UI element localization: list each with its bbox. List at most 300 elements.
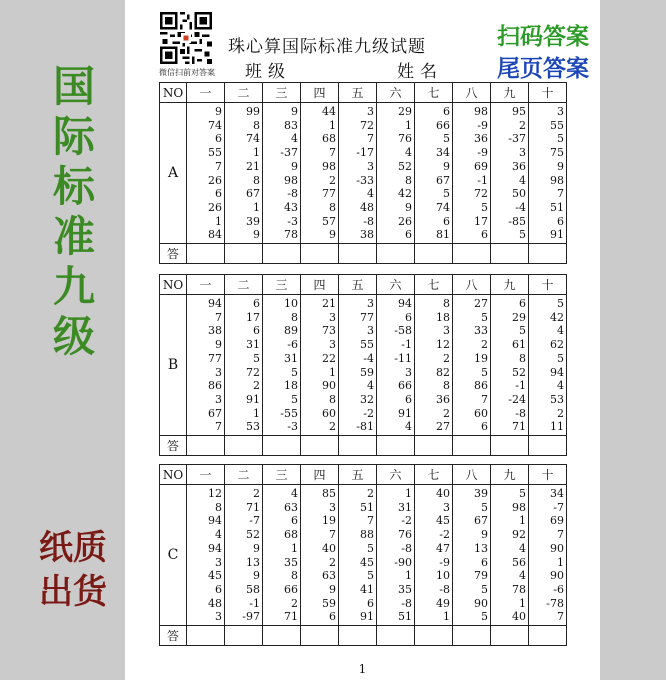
problem-number: 91: [246, 392, 260, 406]
problem-number: 4: [557, 379, 564, 393]
answer-cell[interactable]: [301, 244, 339, 264]
problem-number: 6: [253, 324, 260, 338]
answer-cell[interactable]: [225, 244, 263, 264]
problem-number: -37: [508, 132, 526, 146]
problem-number: 19: [474, 351, 488, 365]
problem-number: 1: [291, 541, 298, 555]
problem-number: 5: [481, 610, 488, 624]
problem-number: 1: [253, 406, 260, 420]
problem-number: 1: [405, 569, 412, 583]
problem-number: 3: [215, 392, 222, 406]
column-header: 二: [225, 83, 263, 103]
problem-number: 17: [246, 310, 260, 324]
problem-number: 31: [398, 500, 412, 514]
problem-number: 52: [398, 159, 412, 173]
problem-number: -8: [363, 214, 374, 228]
problem-number: 71: [512, 420, 526, 434]
problem-column: [339, 485, 377, 626]
problem-number: 18: [284, 379, 298, 393]
problem-table: [159, 274, 567, 456]
problem-number: 72: [360, 118, 374, 132]
problem-number: 3: [215, 555, 222, 569]
problem-number: 94: [550, 365, 564, 379]
problem-column: [263, 295, 301, 436]
answer-cell[interactable]: [529, 626, 567, 646]
problem-number: 66: [284, 582, 298, 596]
problem-number: 98: [550, 173, 564, 187]
problem-number: 21: [246, 159, 260, 173]
problem-number: 29: [398, 105, 412, 118]
problem-number: -11: [394, 351, 412, 365]
problem-number: 5: [367, 569, 374, 583]
answer-cell[interactable]: [187, 436, 225, 456]
problem-number: 79: [474, 569, 488, 583]
problem-number: 7: [215, 420, 222, 434]
problem-number: -6: [287, 338, 298, 352]
problem-number: 5: [557, 297, 564, 310]
problem-number: 7: [367, 514, 374, 528]
problem-number: 9: [291, 159, 298, 173]
section-label: B: [160, 295, 187, 436]
problem-number: -97: [242, 610, 260, 624]
problem-number: 69: [474, 159, 488, 173]
problem-number: 34: [550, 487, 564, 500]
problem-column: [301, 295, 339, 436]
problem-number: 95: [512, 105, 526, 118]
problem-number: 68: [322, 132, 336, 146]
column-header: 二: [225, 465, 263, 485]
column-header: 五: [339, 83, 377, 103]
problem-number: 5: [291, 365, 298, 379]
problem-number: -9: [477, 146, 488, 160]
answer-cell[interactable]: [339, 626, 377, 646]
problem-number: 8: [291, 310, 298, 324]
problem-number: 7: [557, 528, 564, 542]
problem-number: 4: [519, 173, 526, 187]
answer-cell[interactable]: [491, 436, 529, 456]
problem-number: 6: [405, 228, 412, 242]
problem-number: 3: [367, 324, 374, 338]
column-header: 十: [529, 83, 567, 103]
problem-number: 85: [322, 487, 336, 500]
problem-column: [187, 485, 225, 626]
problem-number: 77: [360, 310, 374, 324]
problem-number: -2: [363, 406, 374, 420]
problem-number: 36: [512, 159, 526, 173]
problem-number: -9: [477, 118, 488, 132]
problem-number: 88: [360, 528, 374, 542]
problem-number: 63: [322, 569, 336, 583]
problem-number: 4: [215, 528, 222, 542]
section-label: A: [160, 103, 187, 244]
problem-number: 90: [322, 379, 336, 393]
column-header: 十: [529, 465, 567, 485]
problem-number: -33: [356, 173, 374, 187]
problem-number: 2: [367, 487, 374, 500]
answer-cell[interactable]: [415, 244, 453, 264]
problem-number: 3: [329, 500, 336, 514]
problem-number: 19: [322, 514, 336, 528]
problem-number: 5: [253, 351, 260, 365]
problem-number: 6: [215, 187, 222, 201]
problem-number: -4: [363, 351, 374, 365]
answer-cell[interactable]: [339, 244, 377, 264]
problem-number: 94: [208, 514, 222, 528]
worksheet-page: [125, 0, 600, 680]
problem-number: -8: [515, 406, 526, 420]
column-header: 四: [301, 275, 339, 295]
problem-number: 1: [519, 514, 526, 528]
problem-number: 4: [405, 420, 412, 434]
problem-number: -1: [401, 338, 412, 352]
problem-number: 67: [436, 173, 450, 187]
problem-number: 94: [208, 297, 222, 310]
column-header: 六: [377, 275, 415, 295]
problem-number: 9: [329, 228, 336, 242]
answer-cell[interactable]: [301, 626, 339, 646]
problem-number: -17: [356, 146, 374, 160]
problem-number: 83: [284, 118, 298, 132]
problem-number: 9: [329, 582, 336, 596]
problem-number: -81: [356, 420, 374, 434]
problem-number: 42: [550, 310, 564, 324]
problem-number: 6: [215, 582, 222, 596]
problem-column: [301, 103, 339, 244]
problem-number: 5: [519, 228, 526, 242]
problem-number: 5: [519, 487, 526, 500]
problem-number: 90: [550, 569, 564, 583]
answer-cell[interactable]: [263, 626, 301, 646]
problem-number: 3: [557, 105, 564, 118]
problem-number: 3: [367, 105, 374, 118]
problem-number: 5: [367, 541, 374, 555]
problem-number: 48: [360, 200, 374, 214]
problem-number: 9: [253, 541, 260, 555]
answer-cell[interactable]: [263, 244, 301, 264]
column-header: 六: [377, 465, 415, 485]
answer-cell[interactable]: [301, 436, 339, 456]
problem-number: 53: [550, 392, 564, 406]
problem-number: 45: [208, 569, 222, 583]
problem-number: 98: [512, 500, 526, 514]
problem-number: 68: [284, 528, 298, 542]
problem-number: 82: [436, 365, 450, 379]
problem-column: [453, 485, 491, 626]
problem-number: 7: [215, 159, 222, 173]
problem-number: 13: [246, 555, 260, 569]
problem-table: [159, 464, 567, 646]
column-header: 八: [453, 465, 491, 485]
column-header: 六: [377, 83, 415, 103]
answer-cell[interactable]: [187, 626, 225, 646]
answer-cell[interactable]: [491, 626, 529, 646]
answer-cell[interactable]: [491, 244, 529, 264]
problem-number: 52: [246, 528, 260, 542]
problem-number: 6: [557, 214, 564, 228]
problem-number: 2: [329, 173, 336, 187]
answer-cell[interactable]: [187, 244, 225, 264]
problem-number: 36: [436, 392, 450, 406]
problem-number: -37: [280, 146, 298, 160]
problem-column: [339, 295, 377, 436]
problem-number: 22: [322, 351, 336, 365]
answer-cell[interactable]: [377, 244, 415, 264]
problem-number: 69: [550, 514, 564, 528]
problem-number: 77: [322, 187, 336, 201]
problem-number: -1: [249, 596, 260, 610]
problem-number: 5: [519, 324, 526, 338]
problem-number: 51: [550, 200, 564, 214]
problem-number: 3: [443, 324, 450, 338]
problem-number: -58: [394, 324, 412, 338]
problem-number: 6: [481, 228, 488, 242]
problem-number: 60: [474, 406, 488, 420]
problem-number: 71: [246, 500, 260, 514]
problem-number: 5: [443, 132, 450, 146]
problem-number: 98: [284, 173, 298, 187]
column-header: 七: [415, 275, 453, 295]
problem-number: 67: [474, 514, 488, 528]
problem-column: [491, 103, 529, 244]
problem-column: [377, 295, 415, 436]
problem-number: 55: [360, 338, 374, 352]
problem-number: 94: [208, 541, 222, 555]
column-header: 八: [453, 275, 491, 295]
problem-number: -2: [439, 528, 450, 542]
problem-number: 6: [481, 420, 488, 434]
problem-number: 2: [329, 420, 336, 434]
problem-number: 90: [474, 596, 488, 610]
problem-number: 8: [405, 173, 412, 187]
problem-number: 3: [329, 338, 336, 352]
problem-number: 35: [398, 582, 412, 596]
problem-number: 33: [474, 324, 488, 338]
problem-number: 8: [329, 200, 336, 214]
column-header: 七: [415, 465, 453, 485]
side-banner-paper: 纸质出货: [39, 528, 107, 612]
problem-number: 29: [512, 310, 526, 324]
problem-column: [225, 295, 263, 436]
answer-cell[interactable]: [453, 244, 491, 264]
answer-cell[interactable]: [415, 626, 453, 646]
qr-caption: 微信扫前对答案: [159, 68, 215, 77]
problem-number: 6: [481, 555, 488, 569]
problem-number: 4: [519, 569, 526, 583]
problem-number: 4: [367, 187, 374, 201]
column-header: 四: [301, 83, 339, 103]
problem-number: 89: [284, 324, 298, 338]
problem-number: 34: [436, 146, 450, 160]
problem-number: 74: [246, 132, 260, 146]
problem-number: 4: [367, 379, 374, 393]
problem-number: 39: [246, 214, 260, 228]
problem-number: 38: [360, 228, 374, 242]
problem-number: -8: [401, 541, 412, 555]
name-label: 姓名: [397, 62, 443, 82]
problem-number: 8: [291, 569, 298, 583]
problem-number: 8: [329, 392, 336, 406]
problem-number: 1: [405, 487, 412, 500]
answer-cell[interactable]: [339, 436, 377, 456]
problem-number: 3: [367, 159, 374, 173]
problem-number: 5: [481, 582, 488, 596]
answer-cell[interactable]: [453, 626, 491, 646]
problem-column: [377, 103, 415, 244]
problem-number: 1: [329, 118, 336, 132]
problem-number: 39: [474, 487, 488, 500]
answer-cell[interactable]: [225, 626, 263, 646]
problem-number: 6: [405, 310, 412, 324]
problem-number: 12: [436, 338, 450, 352]
problem-number: 42: [398, 187, 412, 201]
problem-number: 6: [443, 105, 450, 118]
answer-cell[interactable]: [453, 436, 491, 456]
problem-number: -90: [394, 555, 412, 569]
no-header: NO: [160, 465, 187, 485]
problem-number: 4: [405, 146, 412, 160]
problem-number: 9: [215, 338, 222, 352]
answer-cell[interactable]: [377, 626, 415, 646]
problem-number: 1: [443, 610, 450, 624]
column-header: 九: [491, 83, 529, 103]
problem-number: 4: [519, 541, 526, 555]
problem-number: 86: [474, 379, 488, 393]
problem-column: [415, 295, 453, 436]
problem-number: 3: [329, 310, 336, 324]
problem-number: 2: [329, 555, 336, 569]
problem-number: -85: [508, 214, 526, 228]
column-header: 一: [187, 275, 225, 295]
problem-number: 62: [550, 338, 564, 352]
problem-number: 10: [284, 297, 298, 310]
problem-number: 35: [284, 555, 298, 569]
answer-cell[interactable]: [415, 436, 453, 456]
problem-number: 2: [253, 487, 260, 500]
problem-number: 9: [443, 159, 450, 173]
column-header: 一: [187, 83, 225, 103]
problem-number: 36: [474, 132, 488, 146]
problem-column: [453, 103, 491, 244]
problem-number: 99: [246, 105, 260, 118]
problem-number: 98: [474, 105, 488, 118]
problem-number: 67: [208, 406, 222, 420]
problem-number: 7: [329, 146, 336, 160]
problem-number: 18: [436, 310, 450, 324]
problem-number: 6: [215, 132, 222, 146]
problem-number: 92: [512, 528, 526, 542]
answer-cell[interactable]: [263, 436, 301, 456]
problem-number: 45: [436, 514, 450, 528]
problem-number: 75: [550, 146, 564, 160]
column-header: 五: [339, 275, 377, 295]
problem-number: 6: [291, 514, 298, 528]
problem-number: 7: [329, 528, 336, 542]
problem-number: 59: [322, 596, 336, 610]
problem-column: [339, 103, 377, 244]
problem-number: 55: [550, 118, 564, 132]
problem-number: 76: [398, 528, 412, 542]
problem-column: [225, 103, 263, 244]
problem-number: 9: [557, 159, 564, 173]
problem-number: -2: [401, 514, 412, 528]
problem-number: 2: [481, 338, 488, 352]
problem-number: 72: [474, 187, 488, 201]
problem-number: 5: [557, 351, 564, 365]
problem-number: 91: [398, 406, 412, 420]
column-header: 十: [529, 275, 567, 295]
problem-number: 63: [284, 500, 298, 514]
problem-number: 26: [208, 173, 222, 187]
problem-number: 76: [398, 132, 412, 146]
problem-number: 27: [474, 297, 488, 310]
answer-label: 答: [160, 244, 187, 264]
problem-number: 5: [481, 500, 488, 514]
problem-number: 3: [405, 365, 412, 379]
problem-number: -7: [553, 500, 564, 514]
problem-number: 8: [519, 351, 526, 365]
answer-cell[interactable]: [377, 436, 415, 456]
problem-column: [187, 103, 225, 244]
answer-cell[interactable]: [225, 436, 263, 456]
problem-number: 66: [436, 118, 450, 132]
problem-number: 5: [291, 392, 298, 406]
problem-number: 11: [550, 420, 564, 434]
scan-answers-promo: 扫码答案: [497, 24, 589, 50]
column-header: 三: [263, 465, 301, 485]
problem-number: 47: [436, 541, 450, 555]
problem-number: 51: [398, 610, 412, 624]
problem-number: 8: [253, 173, 260, 187]
problem-number: -3: [287, 420, 298, 434]
problem-number: 3: [519, 146, 526, 160]
class-label: 班级: [245, 62, 291, 82]
problem-number: 7: [215, 310, 222, 324]
problem-number: 5: [557, 132, 564, 146]
problem-column: [301, 485, 339, 626]
problem-column: [529, 485, 567, 626]
answer-cell[interactable]: [529, 436, 567, 456]
problem-number: 4: [557, 324, 564, 338]
problem-number: 73: [322, 324, 336, 338]
problem-number: 38: [208, 324, 222, 338]
problem-number: 1: [253, 146, 260, 160]
problem-number: -7: [249, 514, 260, 528]
problem-number: -3: [287, 214, 298, 228]
column-header: 一: [187, 465, 225, 485]
problem-number: 6: [405, 392, 412, 406]
problem-number: -8: [287, 187, 298, 201]
problem-number: 2: [253, 379, 260, 393]
column-header: 四: [301, 465, 339, 485]
problem-number: 31: [246, 338, 260, 352]
problem-table: [159, 82, 567, 264]
answer-cell[interactable]: [529, 244, 567, 264]
problem-number: 58: [246, 582, 260, 596]
problem-number: 41: [360, 582, 374, 596]
column-header: 九: [491, 275, 529, 295]
problem-number: 21: [322, 297, 336, 310]
problem-number: 7: [481, 392, 488, 406]
side-banner-level: 国际标准九级: [52, 62, 95, 361]
problem-column: [415, 485, 453, 626]
problem-number: 91: [550, 228, 564, 242]
problem-number: 9: [291, 105, 298, 118]
problem-number: 43: [284, 200, 298, 214]
qr-code-icon[interactable]: [160, 12, 212, 64]
problem-column: [529, 103, 567, 244]
problem-number: 67: [246, 187, 260, 201]
problem-number: 48: [208, 596, 222, 610]
